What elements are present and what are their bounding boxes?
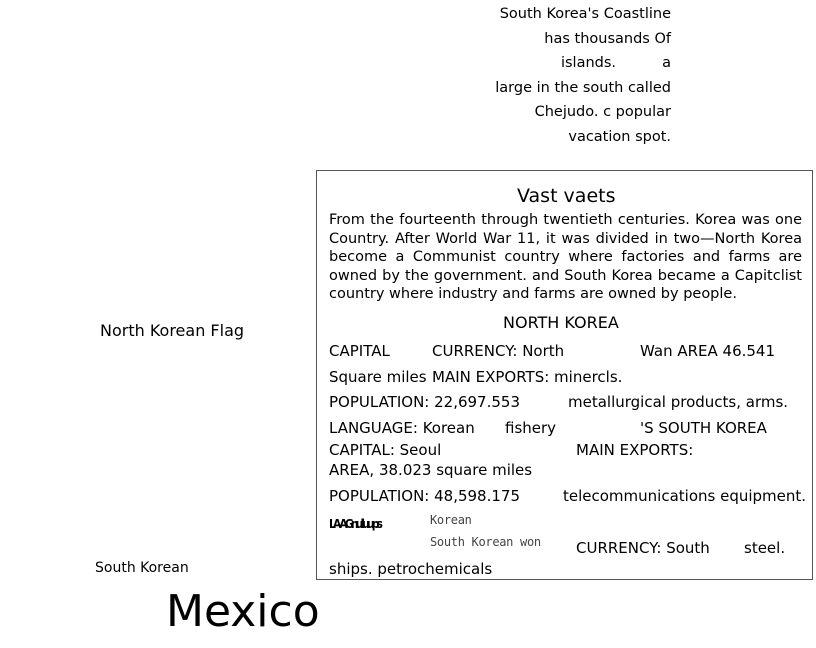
north-korea-heading: NORTH KOREA [503, 313, 619, 332]
mexico-heading: Mexico [166, 586, 320, 637]
coastline-line: has thousands Of [544, 30, 671, 47]
coastline-line: islands. a [560, 55, 671, 71]
handwritten-south-korean-won: South Korean won [430, 535, 541, 549]
telecom-exports: telecommunications equipment. [563, 487, 807, 505]
coastline-paragraph [470, 2, 671, 149]
coastline-line: large in the south called [495, 79, 671, 96]
south-korea-heading: 'S SOUTH KOREA [640, 419, 767, 437]
capital-label: CAPITAL [329, 342, 390, 360]
population-north: POPULATION: 22,697.553 [329, 393, 520, 411]
main-exports-north: MAIN EXPORTS: minercls. [432, 368, 623, 386]
history-paragraph: From the fourteenth through twentieth centuries. Korea was one Country. After World War 11, it was divided in two—North Korea become a Communist country where factories and farms are owned by the government. and South Korea became a Capitclist country where industry and farms are owned by people. [329, 212, 802, 302]
fishery: fishery [505, 419, 557, 437]
coastline-line: South Korea's Coastline [499, 6, 671, 22]
area-south: AREA, 38.023 square miles [329, 461, 533, 479]
wan-area: Wan AREA 46.541 [640, 342, 776, 360]
facts-box [316, 170, 813, 580]
main-exports-south: MAIN EXPORTS: [576, 441, 694, 459]
steel-export: steel. [744, 539, 786, 557]
facts-title: Vast vaets [517, 185, 616, 207]
coastline-line: Chejudo. c popular [534, 104, 671, 120]
capital-seoul: CAPITAL: Seoul [329, 441, 442, 459]
south-korean-flag-label: South Korean [95, 560, 189, 576]
population-south: POPULATION: 48,598.175 [329, 487, 520, 505]
square-miles: Square miles [329, 368, 427, 386]
currency-south: CURRENCY: South [576, 539, 710, 557]
overlapping-text: LA AGnulluups [329, 517, 381, 531]
coastline-line: vacation spot. [568, 128, 671, 145]
metallurgical-exports: metallurgical products, arms. [568, 393, 789, 411]
handwritten-korean: Korean [430, 513, 472, 527]
ships-petrochemicals: ships. petrochemicals [329, 560, 493, 578]
currency-north: CURRENCY: North [432, 342, 565, 360]
north-korean-flag-label: North Korean Flag [100, 321, 245, 340]
language-korean: LANGUAGE: Korean [329, 419, 475, 437]
